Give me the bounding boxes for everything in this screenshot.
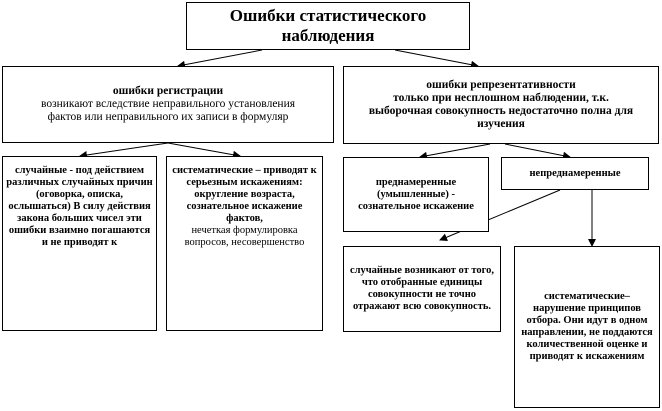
registration-heading: ошибки регистрации xyxy=(112,85,224,97)
random-representativeness-errors-box xyxy=(343,246,501,332)
random-registration-errors-box xyxy=(2,156,157,331)
registration-errors-box xyxy=(2,66,334,143)
systematic-registration-plain-text: нечеткая формулировка вопросов, несовершенство xyxy=(184,225,305,248)
title-text: Ошибки статистического наблюдения xyxy=(229,6,427,45)
unintentional-errors-box xyxy=(501,157,649,190)
intentional-errors-box xyxy=(343,157,489,232)
arrow-title-to-representativeness xyxy=(395,50,478,66)
systematic-registration-bold-text: систематические – приводят к серьезным искажениям: округление возраста, сознательное искажение фактов, xyxy=(172,165,317,224)
random-representativeness-text: случайные возникают от того, что отобранные единицы совокупности не точно отражают всю совокупность. xyxy=(349,265,495,312)
systematic-representativeness-text: систематические– нарушение принципов отбора. Они идут в одном направлении, не поддаются количественной оценке и приводят к искажениям xyxy=(521,291,653,362)
systematic-registration-errors-box xyxy=(166,156,323,331)
systematic-representativeness-errors-box xyxy=(514,246,660,408)
representativeness-text: только при несплошном наблюдении, т.к. выборочная совокупность недостаточно полна для изучения xyxy=(368,92,634,130)
representativeness-heading: ошибки репрезентативности xyxy=(426,79,576,91)
unintentional-text: непреднамеренные xyxy=(529,167,621,179)
title-box xyxy=(186,2,470,50)
random-registration-text: случайные - под действием различных случайных причин (оговорка, описка, ослышаться) В силу действия закона больших чисел эти ошибки взаимно погашаются и не приводят к xyxy=(6,165,153,248)
arrow-registration-to-random xyxy=(80,143,168,156)
intentional-text: преднамеренные (умышленные) - сознательное искажение xyxy=(358,176,474,212)
arrow-registration-to-systematic xyxy=(168,143,240,156)
arrow-title-to-registration xyxy=(178,50,262,66)
arrow-repr-to-unintentional xyxy=(505,144,570,157)
registration-text: возникают вследствие неправильного установления фактов или неправильного их записи в формуляр xyxy=(40,98,296,123)
arrow-repr-to-intentional xyxy=(420,144,490,157)
representativeness-errors-box xyxy=(343,66,659,144)
